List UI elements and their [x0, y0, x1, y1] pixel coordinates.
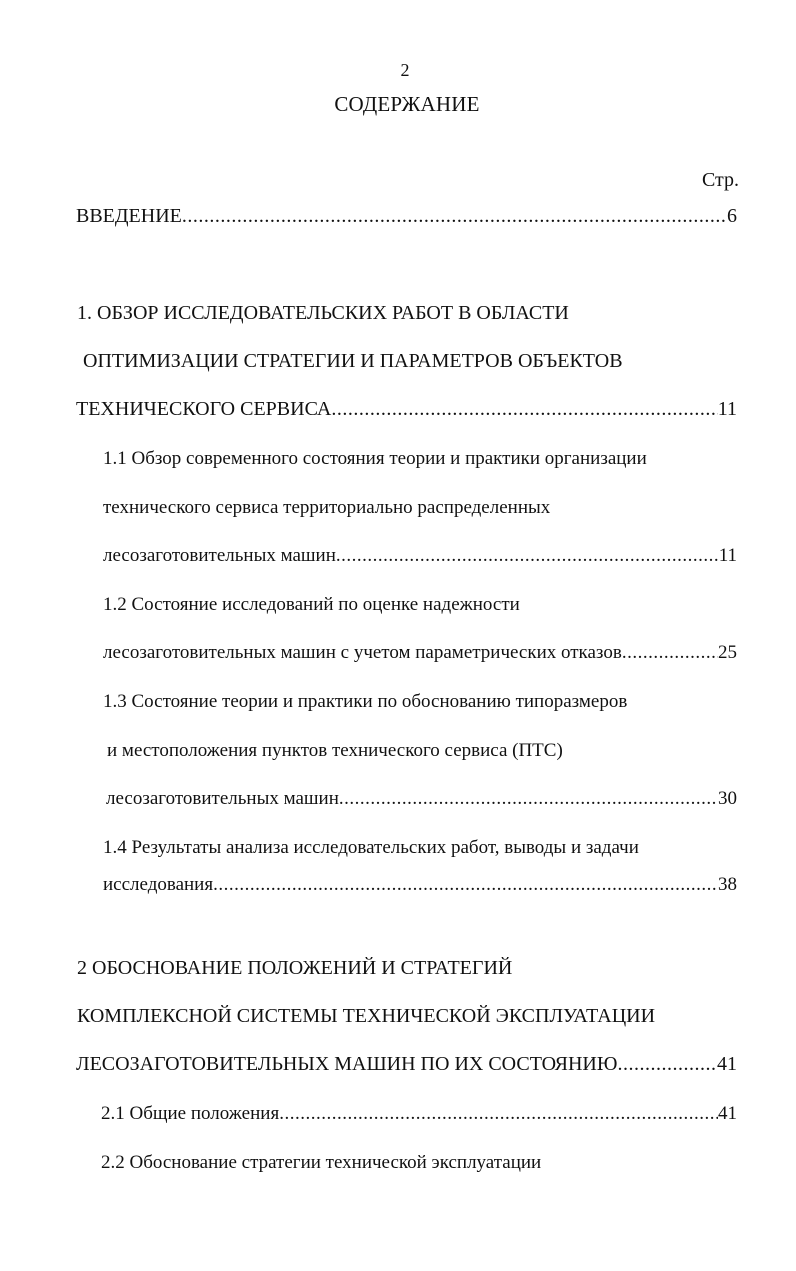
toc-subsection-1-3-line-1: 1.3 Состояние теории и практики по обоснованию типоразмеров	[103, 691, 628, 712]
page-column-header: Стр.	[701, 169, 739, 191]
toc-subsection-1-1-line-2: технического сервиса территориально распределенных	[103, 497, 551, 518]
toc-entry-text: лесозаготовительных машин	[106, 788, 339, 809]
toc-section-2-line-1: 2 ОБОСНОВАНИЕ ПОЛОЖЕНИЙ И СТРАТЕГИЙ	[77, 957, 513, 979]
toc-entry-1-4[interactable]	[103, 872, 737, 898]
toc-entry-introduction[interactable]	[76, 203, 737, 229]
toc-entry-page: 30	[718, 788, 737, 809]
toc-entry-page: 11	[717, 398, 737, 420]
toc-entry-section-1[interactable]	[76, 396, 737, 422]
dot-leader	[213, 872, 718, 898]
toc-subsection-2-2-line-1: 2.2 Обоснование стратегии технической эксплуатации	[101, 1152, 542, 1173]
toc-entry-page: 25	[718, 642, 737, 663]
toc-entry-text: 2.1 Общие положения	[101, 1103, 280, 1124]
dot-leader	[336, 543, 719, 569]
toc-subsection-1-1-line-1: 1.1 Обзор современного состояния теории и практики организации	[103, 448, 647, 469]
toc-entry-2-1[interactable]	[101, 1101, 737, 1127]
page-title: СОДЕРЖАНИЕ	[334, 92, 480, 116]
toc-entry-text: лесозаготовительных машин с учетом параметрических отказов	[103, 642, 622, 663]
toc-entry-text: ВВЕДЕНИЕ	[76, 205, 182, 227]
toc-entry-page: 41	[718, 1103, 737, 1124]
toc-entry-text: ЛЕСОЗАГОТОВИТЕЛЬНЫХ МАШИН ПО ИХ СОСТОЯНИЮ	[76, 1053, 618, 1075]
dot-leader	[279, 1101, 718, 1127]
dot-leader	[617, 1051, 717, 1077]
toc-entry-text: исследования	[103, 874, 214, 895]
dot-leader	[331, 396, 717, 422]
toc-entry-page: 38	[718, 874, 737, 895]
toc-section-2-line-2: КОМПЛЕКСНОЙ СИСТЕМЫ ТЕХНИЧЕСКОЙ ЭКСПЛУАТАЦИИ	[77, 1005, 656, 1027]
toc-subsection-1-3-line-2: и местоположения пунктов технического сервиса (ПТС)	[107, 740, 563, 761]
toc-entry-text: лесозаготовительных машин	[103, 545, 336, 566]
toc-section-1-line-2: ОПТИМИЗАЦИИ СТРАТЕГИИ И ПАРАМЕТРОВ ОБЪЕКТОВ	[83, 350, 623, 372]
toc-entry-page: 11	[718, 545, 737, 566]
toc-section-1-line-1: 1. ОБЗОР ИССЛЕДОВАТЕЛЬСКИХ РАБОТ В ОБЛАСТИ	[77, 302, 569, 324]
toc-entry-1-3[interactable]	[106, 786, 737, 812]
toc-entry-1-1[interactable]	[103, 543, 737, 569]
toc-entry-page: 41	[717, 1053, 737, 1075]
toc-entry-1-2[interactable]	[103, 640, 737, 666]
toc-entry-section-2[interactable]	[76, 1051, 737, 1077]
toc-entry-page: 6	[727, 205, 737, 227]
toc-subsection-1-4-line-1: 1.4 Результаты анализа исследовательских работ, выводы и задачи	[103, 837, 639, 858]
toc-subsection-1-2-line-1: 1.2 Состояние исследований по оценке надежности	[103, 594, 520, 615]
dot-leader	[622, 640, 718, 666]
dot-leader	[182, 203, 727, 229]
dot-leader	[339, 786, 718, 812]
toc-entry-text: ТЕХНИЧЕСКОГО СЕРВИСА	[76, 398, 332, 420]
page-number: 2	[400, 60, 410, 80]
